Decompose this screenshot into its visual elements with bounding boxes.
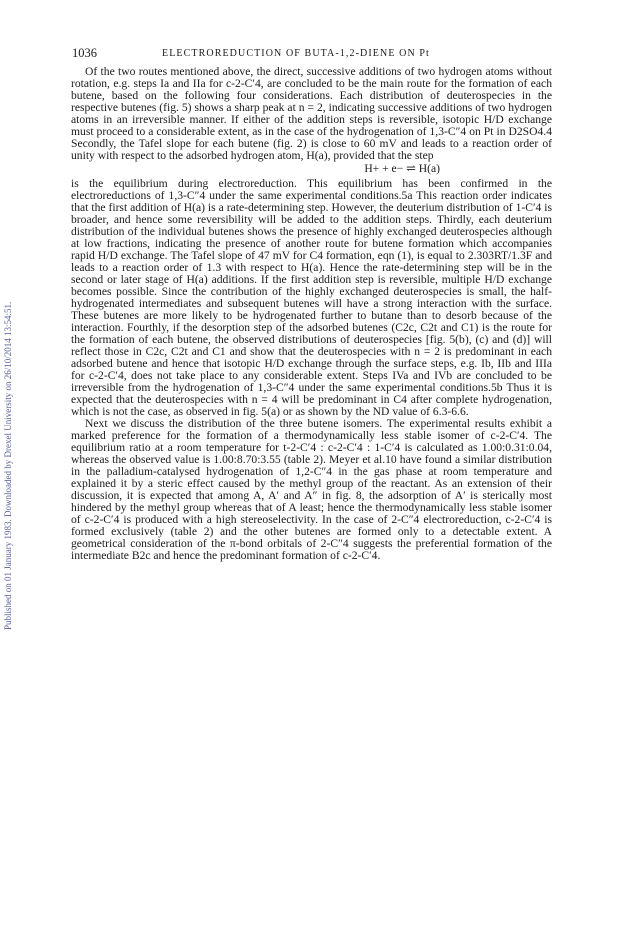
- equilibrium-equation: H+ + e− ⇌ H(a): [364, 162, 440, 175]
- side-note-text: Published on 01 January 1983. Downloaded by Drexel University on 26/10/2014 13:54:51.: [3, 301, 13, 630]
- publication-side-note: [3, 160, 19, 630]
- article-body: [71, 66, 552, 562]
- running-head: ELECTROREDUCTION OF BUTA-1,2-DIENE ON Pt: [162, 48, 430, 59]
- paragraph-isomer-distribution: Next we discuss the distribution of the three butene isomers. The experimental results exhibit a marked preference for the formation of a thermodynamically less stable isomer of c-2-C′4. The equilibrium ratio at a room temperature for t-2-C′4 : c-2-C′4 : 1-C′4 is calculated as 1.00:0.31:0.04, whereas the observed value is 1.00:8.70:3.55 (table 2). Meyer et al.10 have found a similar distribution in the palladium-catalysed hydrogenation of 1,2-C″4 in the gas phase at room temperature and explained it by a steric effect caused by the methyl group of the reactant. As an extension of their discussion, it is expected that among A, A′ and A″ in fig. 8, the adsorption of A′ is sterically most hindered by the methyl group whereas that of A least; hence the thermodynamically less stable isomer of c-2-C′4 is produced with a high stereoselectivity. In the case of 2-C″4 electroreduction, c-2-C′4 is formed exclusively (table 2) and the other butenes are formed only to a detectable extent. A geometrical consideration of the π-bond orbitals of 2-C″4 suggests the preferential formation of the intermediate B2c and hence the predominant formation of c-2-C′4.: [71, 417, 552, 562]
- page-number: 1036: [72, 46, 97, 60]
- paragraph-routes-continued: is the equilibrium during electroreduction. This equilibrium has been confirmed in the electroreductions of 1,3-C″4 under the same experimental conditions.5a This reaction order indicates that the first addition of H(a) is a rate-determining step. However, the deuterium distribution of 1-C′4 is broader, and hence some reversibility will be added to the addition steps. Thirdly, each deuterium distribution of the individual butenes shows the presence of highly exchanged deuterospecies although at low fractions, indicating the presence of another route for butene formation which accompanies rapid H/D exchange. The Tafel slope of 47 mV for C4 formation, eqn (1), is equal to 2.303RT/1.3F and leads to a reaction order of 1.3 with respect to H(a). Hence the rate-determining step will be in the second or later stage of H(a) additions. If the first addition step is reversible, multiple H/D exchange becomes possible. Since the contribution of the highly exchanged deuterospecies is small, the half-hydrogenated intermediates and subsequent butenes will have a strong interaction with the surface. These butenes are more likely to be hydrogenated further to butane than to desorb because of the interaction. Fourthly, if the desorption step of the adsorbed butenes (C2c, C2t and C1) is the route for the formation of each butene, the observed distributions of deuterospecies [fig. 5(b), (c) and (d)] will reflect those in C2c, C2t and C1 and show that the deuterospecies with n = 2 is predominant in each adsorbed butene and hence that isotopic H/D exchange through the surface steps, e.g. Ib, IIb and IIIa for c-2-C′4, does not take place to any considerable extent. Steps IVa and IVb are concluded to be irreversible from the hydrogenation of 1,3-C″4 under the same experimental conditions.5b Thus it is expected that the deuterospecies with n = 4 will be predominant in C4 after complete hydrogenation, which is not the case, as observed in fig. 5(a) or as shown by the ND value of 6.3-6.6.: [71, 177, 552, 418]
- paragraph-routes: Of the two routes mentioned above, the direct, successive additions of two hydrogen atoms without rotation, e.g. steps Ia and IIa for c-2-C′4, are concluded to be the main route for the formation of each butene, based on the following four considerations. Each distribution of deuterospecies in the respective butenes (fig. 5) shows a sharp peak at n = 2, indicating successive additions of two hydrogen atoms in an irreversible manner. If either of the addition steps is reversible, isotopic H/D exchange must proceed to a considerable extent, as in the case of the hydrogenation of 1,3-C″4 on Pt in D2SO4.4 Secondly, the Tafel slope for each butene (fig. 2) is close to 60 mV and leads to a reaction order of unity with respect to the adsorbed hydrogen atom, H(a), provided that the step: [71, 65, 552, 162]
